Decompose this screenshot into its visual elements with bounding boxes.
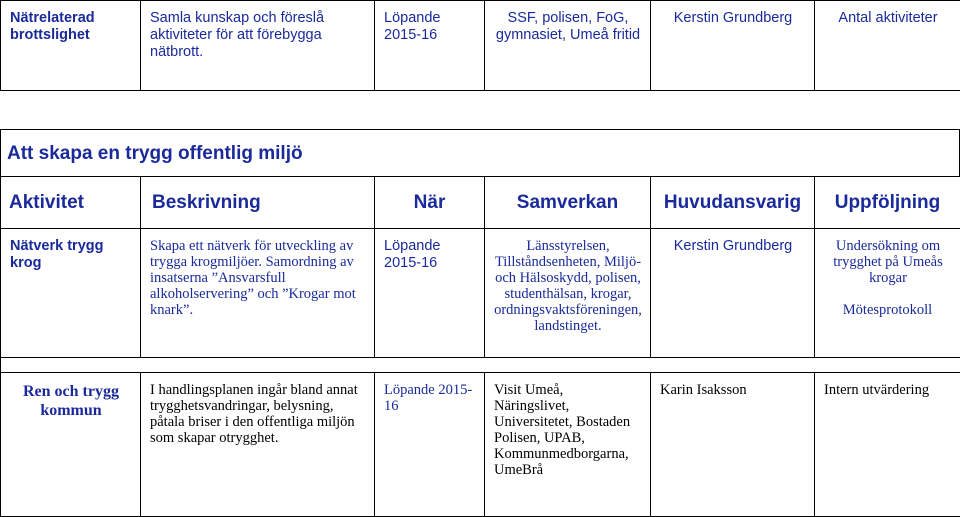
section-title-block [0,129,960,176]
cell [375,373,485,517]
header-cell [485,177,651,229]
activity-text: Ren och trygg kommun [1,373,140,420]
when-text: Löpande 2015-16 [375,229,484,272]
cell [375,229,485,358]
section-title: Att skapa en trygg offentlig miljö [7,143,303,165]
top-table [0,0,960,91]
when-text: Löpande 2015-16 [375,373,484,414]
followup-text-2: Mötesprotokoll [815,302,960,318]
description-text: Samla kunskap och föreslå aktiviteter för att förebygga nätbrott. [141,1,374,61]
description-text: I handlingsplanen ingår bland annat trygghetsvandringar, belysning, påtala briser i den offentliga miljön som skapar otrygghet. [141,373,374,446]
cell [141,1,375,91]
category-text: Nätrelaterad brottslighet [1,1,140,44]
partners-text: SSF, polisen, FoG, gymnasiet, Umeå fritid [485,1,650,44]
header-partners: Samverkan [485,194,650,211]
header-when: När [375,194,484,211]
table-row [1,373,960,517]
cell [1,373,141,517]
header-responsible: Huvudansvarig [651,194,814,211]
cell [1,1,141,91]
header-cell [141,177,375,229]
cell [141,373,375,517]
header-followup: Uppföljning [815,194,960,211]
partners-text: Visit Umeå, Näringslivet, Universitetet, Bostaden Polisen, UPAB, Kommunmedborgarna, UmeBrå [485,373,650,478]
activity-table [0,176,960,517]
header-activity: Aktivitet [1,194,140,211]
header-cell [815,177,960,229]
header-cell [1,177,141,229]
followup-text: Antal aktiviteter [815,1,960,27]
header-row [1,177,960,229]
cell [651,1,815,91]
activity-text: Nätverk trygg krog [1,229,140,272]
description-text: Skapa ett nätverk för utveckling av trygga krogmiljöer. Samordning av insatserna ”Ansvarsfull alkoholservering” och ”Krogar mot knark”. [141,229,374,318]
followup-text: Undersökning om trygghet på Umeås krogar [815,229,960,286]
responsible-text: Kerstin Grundberg [651,1,814,27]
cell [815,1,960,91]
partners-text: Länsstyrelsen, Tillståndsenheten, Miljö- och Hälsoskydd, polisen, studenthälsan, krogar, ordningsvaktsföreningen, landstinget. [485,229,650,334]
responsible-text: Karin Isaksson [651,373,814,398]
cell [375,1,485,91]
when-text: Löpande 2015-16 [375,1,484,44]
cell [815,373,960,517]
table-row [1,229,960,358]
followup-text: Intern utvärdering [815,373,960,398]
cell [815,229,960,358]
responsible-text: Kerstin Grundberg [651,229,814,255]
cell [485,373,651,517]
cell [141,229,375,358]
header-cell [651,177,815,229]
header-description: Beskrivning [141,194,374,211]
header-cell [375,177,485,229]
table-row [1,1,960,91]
cell [651,229,815,358]
cell [485,229,651,358]
cell [485,1,651,91]
cell [651,373,815,517]
cell [1,229,141,358]
